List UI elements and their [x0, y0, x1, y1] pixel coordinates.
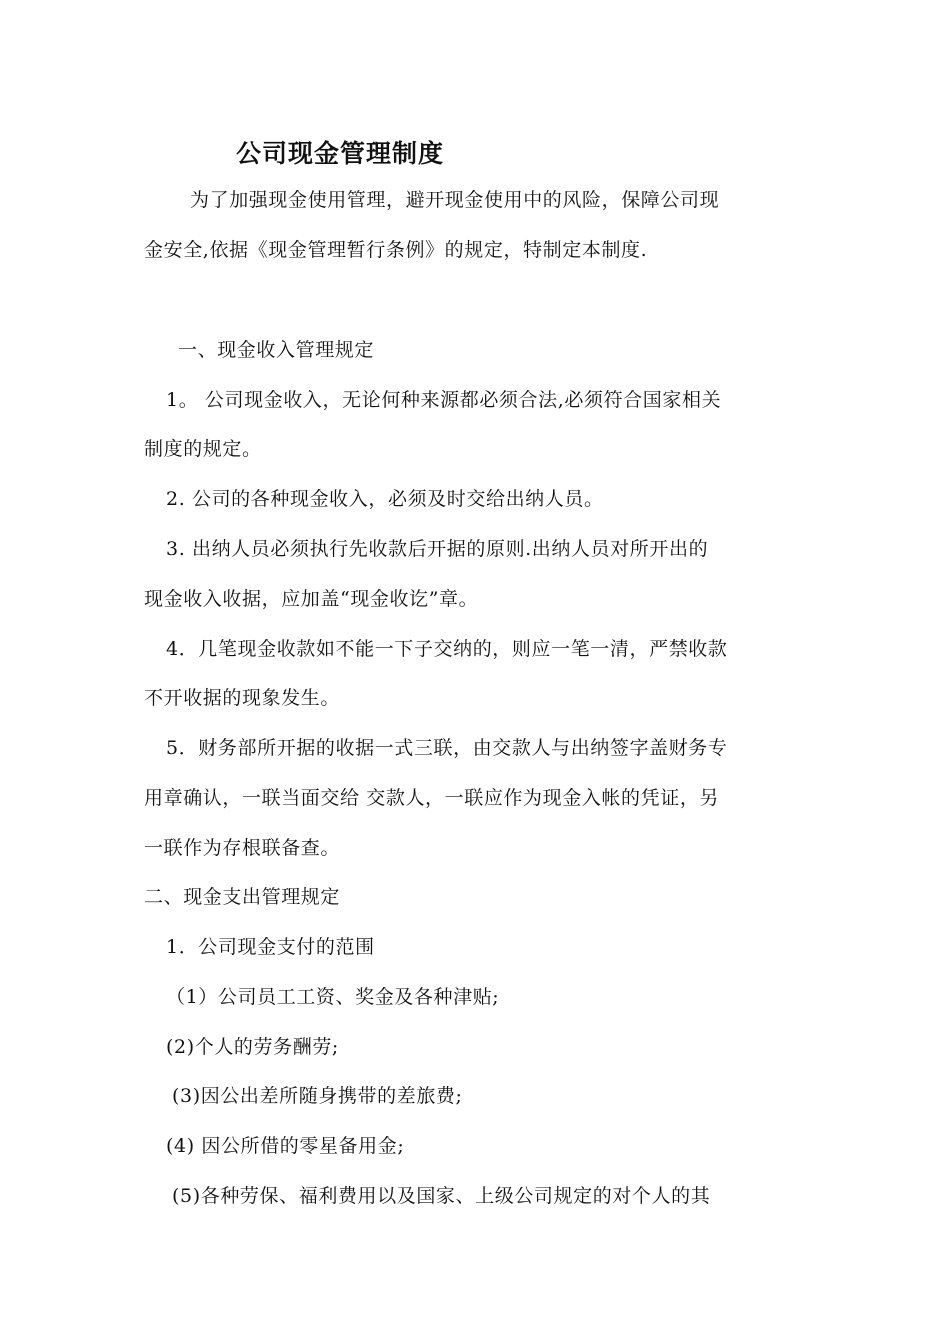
section2-sub4: (4) 因公所借的零星备用金; [166, 1135, 405, 1157]
section1-item5-line2: 用章确认，一联当面交给 交款人，一联应作为现金入帐的凭证，另 [144, 787, 720, 809]
section2-sub5: (5)各种劳保、福利费用以及国家、上级公司规定的对个人的其 [172, 1185, 711, 1207]
intro-line-2: 金安全,依据《现金管理暂行条例》的规定，特制定本制度. [144, 239, 648, 261]
section2-sub2: (2)个人的劳务酬劳; [166, 1036, 339, 1058]
section1-item1-line2: 制度的规定。 [144, 438, 262, 460]
intro-line-1: 为了加强现金使用管理，避开现金使用中的风险，保障公司现 [190, 189, 720, 211]
document-title: 公司现金管理制度 [236, 139, 445, 168]
section1-item5-line1: 5．财务部所开据的收据一式三联，由交款人与出纳签字盖财务专 [166, 737, 728, 759]
section1-item4-line1: 4．几笔现金收款如不能一下子交纳的，则应一笔一清，严禁收款 [166, 638, 728, 660]
section1-item4-line2: 不开收据的现象发生。 [144, 687, 341, 709]
section2-heading: 二、现金支出管理规定 [144, 886, 341, 908]
section1-item5-line3: 一联作为存根联备查。 [144, 837, 341, 859]
section1-item1-line1: 1。 公司现金收入，无论何种来源都必须合法,必须符合国家相关 [166, 389, 722, 411]
section2-sub1: （1）公司员工工资、奖金及各种津贴; [166, 986, 500, 1008]
section1-item3-line2: 现金收入收据，应加盖“现金收讫”章。 [144, 588, 479, 610]
section1-item3-line1: 3. 出纳人员必须执行先收款后开据的原则.出纳人员对所开出的 [166, 538, 709, 560]
section2-sub3: (3)因公出差所随身携带的差旅费; [172, 1085, 463, 1107]
section1-item2: 2. 公司的各种现金收入，必须及时交给出纳人员。 [166, 488, 604, 510]
section1-heading: 一、现金收入管理规定 [178, 339, 375, 361]
section2-item1: 1．公司现金支付的范围 [166, 936, 375, 958]
